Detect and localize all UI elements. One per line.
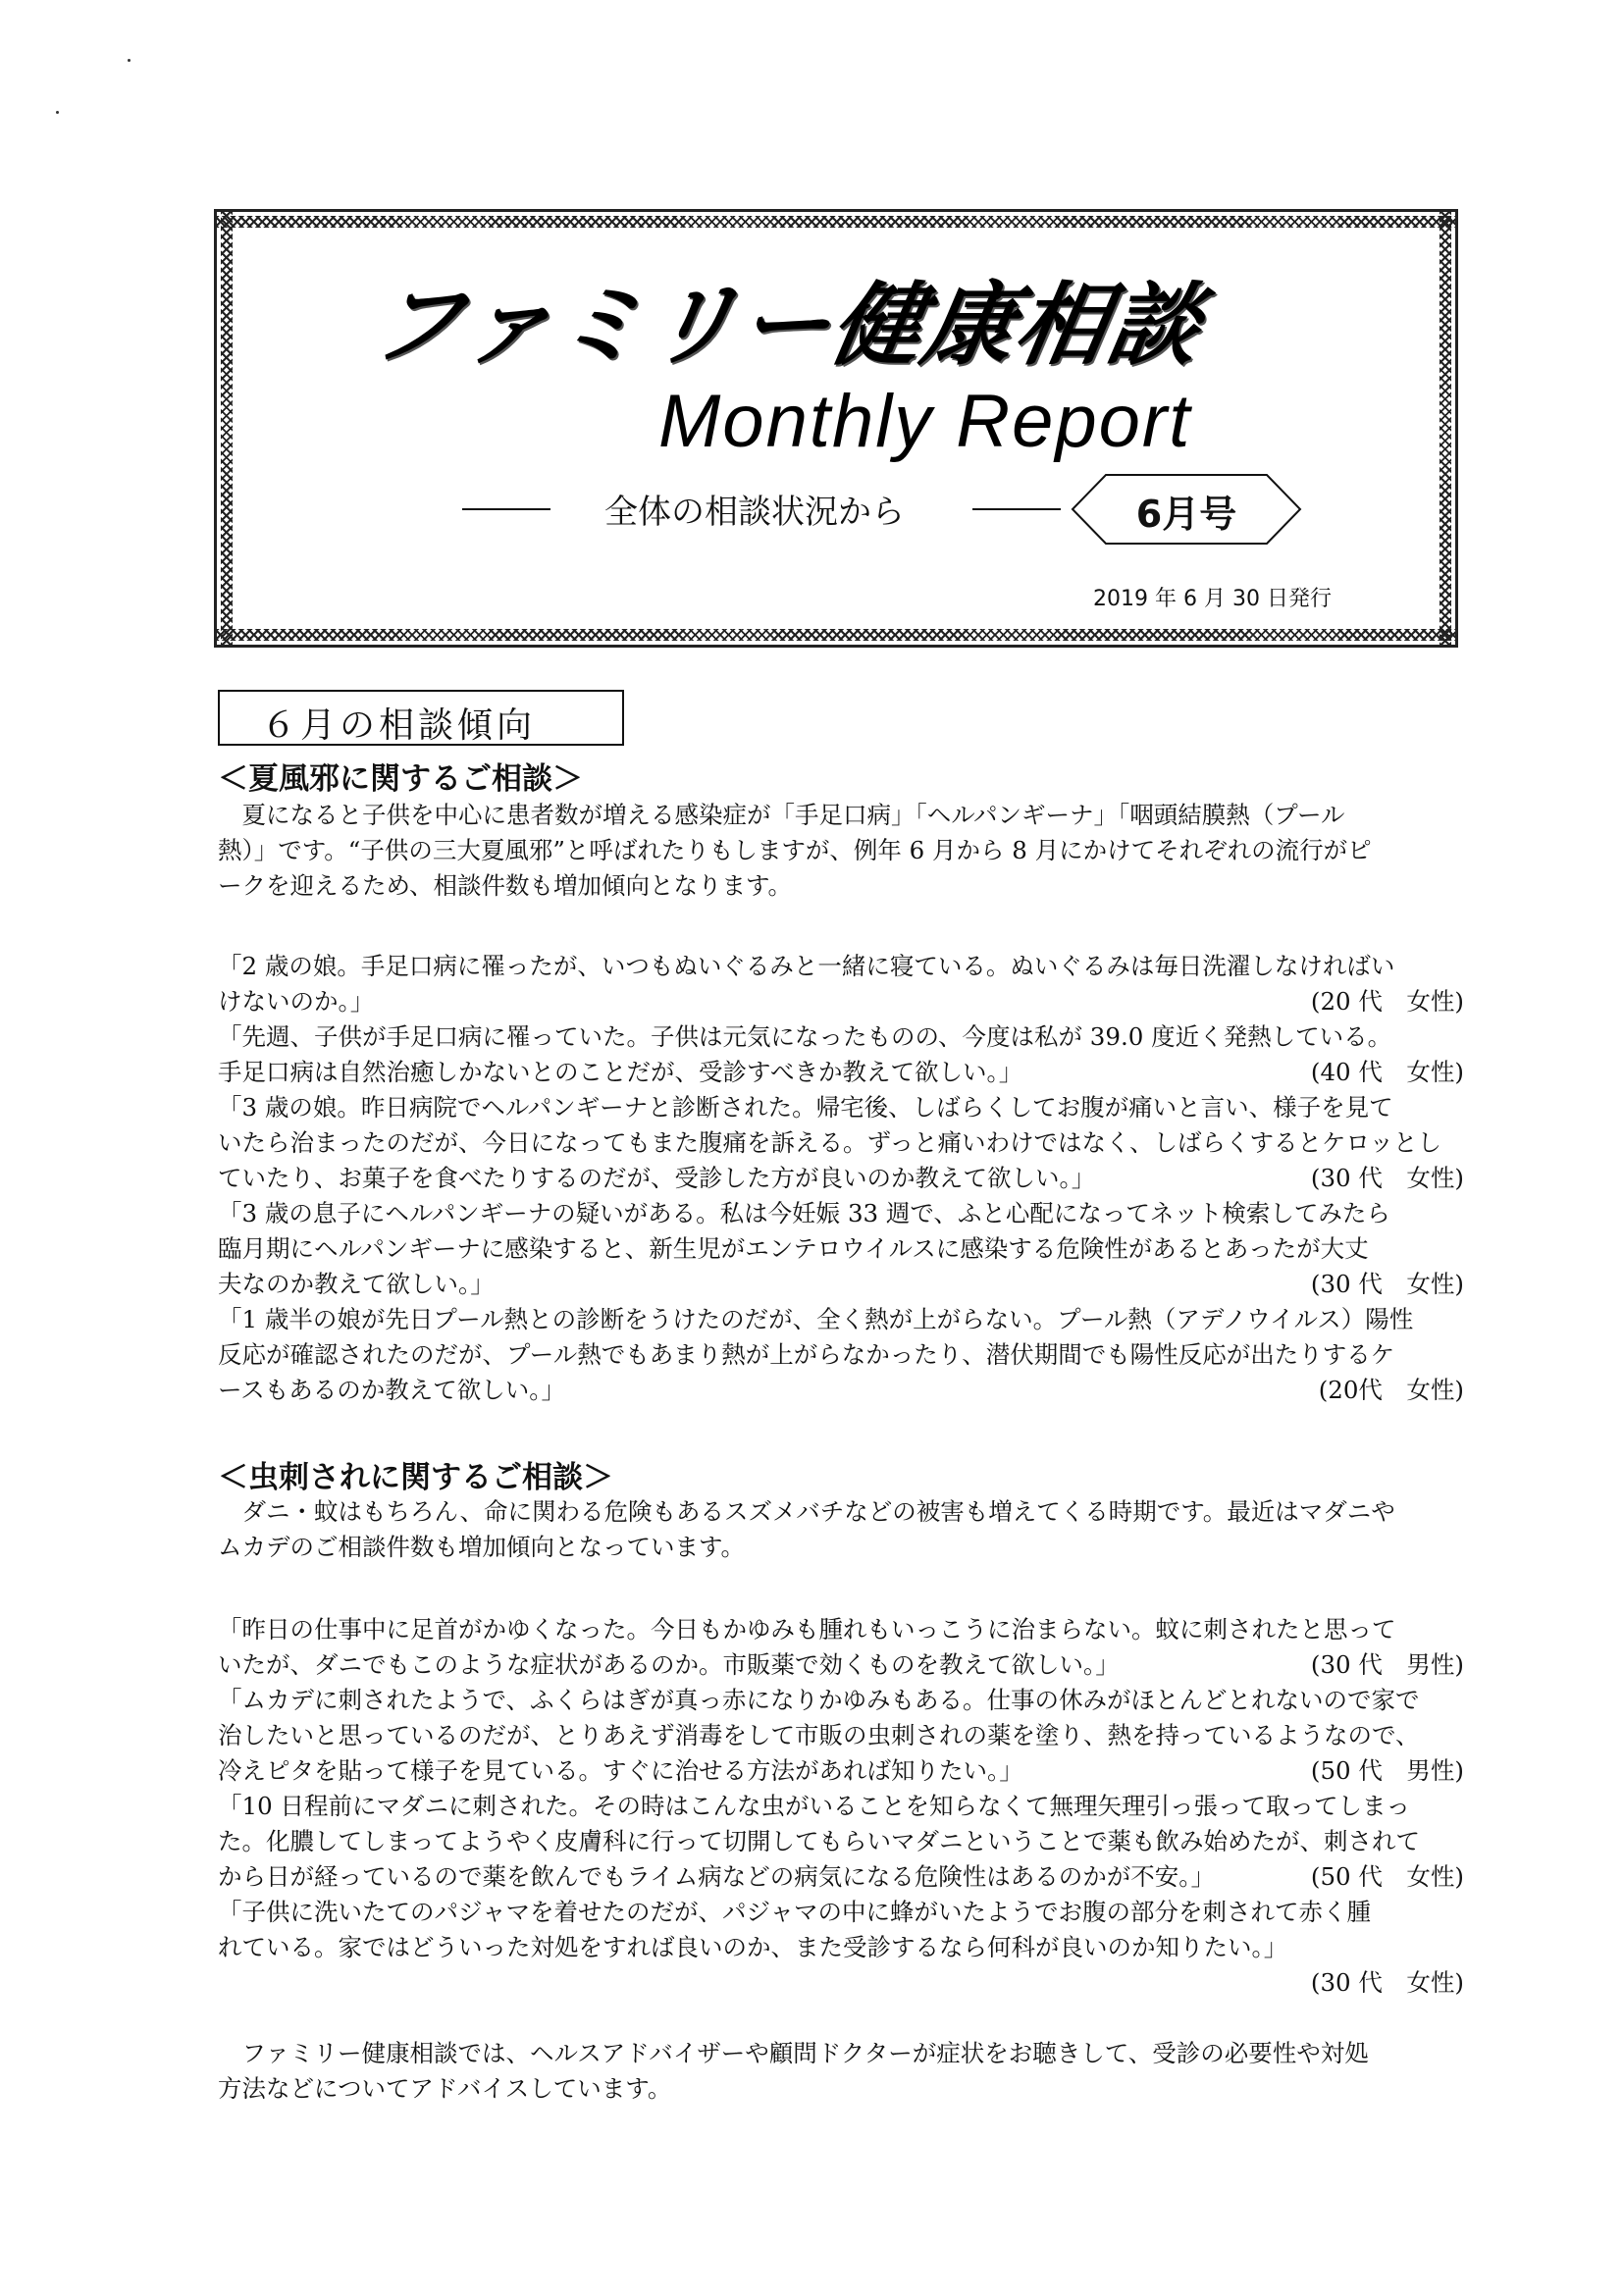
summer-cold-intro bbox=[218, 798, 1464, 904]
case-line: 「1 歳半の娘が先日プール熱との診断をうけたのだが、全く熱が上がらない。プール熱（アデノウイルス）陽性 bbox=[218, 1305, 1414, 1333]
case-line: 反応が確認されたのだが、プール熱でもあまり熱が上がらなかったり、潜伏期間でも陽性反応が出たりするケ bbox=[218, 1340, 1395, 1369]
scan-speck bbox=[56, 111, 59, 114]
case-item bbox=[218, 1789, 1464, 1895]
intro-line: ダニ・蚊はもちろん、命に関わる危険もあるスズメバチなどの被害も増えてくる時期です。最近はマダニや bbox=[241, 1497, 1395, 1526]
insect-bites-cases bbox=[218, 1612, 1464, 2001]
case-line: 「2 歳の娘。手足口病に罹ったが、いつもぬいぐるみと一緒に寝ている。ぬいぐるみは毎日洗濯しなければい bbox=[218, 952, 1395, 980]
case-demographic: (30 代 女性) bbox=[1310, 1270, 1464, 1298]
intro-line: 夏になると子供を中心に患者数が増える感染症が「手足口病」「ヘルパンギーナ」「咽頭結膜熱（プール bbox=[241, 801, 1345, 829]
case-demographic: (20 代 女性) bbox=[1310, 987, 1464, 1016]
case-line: いたら治まったのだが、今日になってもまた腹痛を訴える。ずっと痛いわけではなく、しばらくするとケロッとし bbox=[218, 1128, 1442, 1157]
case-line: 「ムカデに刺されたようで、ふくらはぎが真っ赤になりかゆみもある。仕事の休みがほとんどとれないので家で bbox=[218, 1686, 1420, 1714]
case-line-text: 夫なのか教えて欲しい。」 bbox=[218, 1270, 495, 1298]
case-line bbox=[218, 1161, 1464, 1196]
insect-bites-intro bbox=[218, 1494, 1464, 1565]
dash-line bbox=[462, 508, 550, 510]
zigzag-border bbox=[1440, 212, 1451, 645]
case-line-text: 冷えピタを貼って様子を見ている。すぐに治せる方法があれば知りたい。」 bbox=[218, 1756, 1023, 1785]
case-demographic: (20代 女性) bbox=[1318, 1376, 1464, 1404]
case-line: た。化膿してしまってようやく皮膚科に行って切開してもらいマダニということで薬も飲み始めたが、刺されて bbox=[218, 1827, 1420, 1855]
issue-label: 6月号 bbox=[1135, 493, 1237, 536]
case-line-text: いたが、ダニでもこのような症状があるのか。市販薬で効くものを教えて欲しい。」 bbox=[218, 1650, 1120, 1679]
section-title: ６月の相談傾向 bbox=[261, 705, 537, 746]
case-line-text: けないのか。」 bbox=[218, 987, 375, 1016]
case-item bbox=[218, 1612, 1464, 1683]
case-demographic: (30 代 女性) bbox=[1310, 1164, 1464, 1192]
report-header bbox=[214, 209, 1458, 648]
issue-badge bbox=[1071, 472, 1302, 547]
closing-line: ファミリー健康相談では、ヘルスアドバイザーや顧問ドクターが症状をお聴きして、受診の必要性や対処 bbox=[241, 2039, 1369, 2067]
case-line bbox=[218, 1267, 1464, 1302]
case-line-text: から日が経っているので薬を飲んでもライム病などの病気になる危険性はあるのかが不安。」 bbox=[218, 1862, 1216, 1891]
intro-line: 熱）」です。“子供の三大夏風邪”と呼ばれたりもしますが、例年 6 月から 8 月にかけてそれぞれの流行がピ bbox=[218, 836, 1372, 864]
case-item bbox=[218, 949, 1464, 1019]
summer-cold-heading: ＜夏風邪に関するご相談＞ bbox=[218, 761, 583, 797]
case-line bbox=[218, 1055, 1464, 1090]
case-line: 「先週、子供が手足口病に罹っていた。子供は元気になったものの、今度は私が 39.0 度近く発熱している。 bbox=[218, 1022, 1392, 1051]
case-line bbox=[218, 1859, 1464, 1895]
case-line-text: 手足口病は自然治癒しかないとのことだが、受診すべきか教えて欲しい。」 bbox=[218, 1058, 1023, 1086]
summer-cold-cases bbox=[218, 949, 1464, 1408]
case-item bbox=[218, 1090, 1464, 1196]
case-item bbox=[218, 1019, 1464, 1090]
case-line bbox=[218, 1753, 1464, 1789]
case-item bbox=[218, 1196, 1464, 1302]
case-demographic: (30 代 男性) bbox=[1310, 1650, 1464, 1679]
case-demographic: (50 代 女性) bbox=[1310, 1862, 1464, 1891]
zigzag-border bbox=[221, 212, 233, 645]
case-line: 治したいと思っているのだが、とりあえず消毒をして市販の虫刺されの薬を塗り、熱を持っているようなので、 bbox=[218, 1721, 1420, 1749]
case-item bbox=[218, 1302, 1464, 1408]
case-line: 「子供に洗いたてのパジャマを着せたのだが、パジャマの中に蜂がいたようでお腹の部分を刺されて赤く腫 bbox=[218, 1898, 1372, 1926]
closing-line: 方法などについてアドバイスしています。 bbox=[218, 2074, 672, 2103]
case-line: 「3 歳の息子にヘルパンギーナの疑いがある。私は今妊娠 33 週で、ふと心配になってネット検索してみたら bbox=[218, 1199, 1390, 1227]
case-line bbox=[218, 1647, 1464, 1683]
dash-line bbox=[972, 508, 1061, 510]
case-line-text: ースもあるのか教えて欲しい。」 bbox=[218, 1376, 566, 1404]
report-subtitle: Monthly Report bbox=[658, 380, 1192, 463]
zigzag-border bbox=[217, 216, 1455, 228]
case-line: 「10 日程前にマダニに刺された。その時はこんな虫がいることを知らなくて無理矢理引っ張って取ってしまっ bbox=[218, 1792, 1410, 1820]
case-line bbox=[218, 1965, 1464, 2001]
case-demographic: (50 代 男性) bbox=[1310, 1756, 1464, 1785]
intro-line: ークを迎えるため、相談件数も増加傾向となります。 bbox=[218, 871, 793, 900]
scan-speck bbox=[128, 59, 131, 62]
case-demographic: (30 代 女性) bbox=[1310, 1968, 1464, 1997]
case-line: 臨月期にヘルパンギーナに感染すると、新生児がエンテロウイルスに感染する危険性があるとあったが大丈 bbox=[218, 1234, 1369, 1263]
case-line: 「3 歳の娘。昨日病院でヘルパンギーナと診断された。帰宅後、しばらくしてお腹が痛いと言い、様子を見て bbox=[218, 1093, 1393, 1122]
report-title: ファミリー健康相談 bbox=[363, 273, 1211, 378]
zigzag-border bbox=[217, 629, 1455, 641]
issue-date: 2019 年 6 月 30 日発行 bbox=[1093, 587, 1332, 611]
intro-line: ムカデのご相談件数も増加傾向となっています。 bbox=[218, 1533, 746, 1561]
case-line-text: ていたり、お菓子を食べたりするのだが、受診した方が良いのか教えて欲しい。」 bbox=[218, 1164, 1096, 1192]
case-item bbox=[218, 1895, 1464, 2001]
case-line bbox=[218, 1373, 1464, 1408]
case-line bbox=[218, 984, 1464, 1019]
tagline: 全体の相談状況から bbox=[604, 493, 905, 532]
closing-paragraph bbox=[218, 2036, 1464, 2107]
case-item bbox=[218, 1683, 1464, 1789]
insect-bites-heading: ＜虫刺されに関するご相談＞ bbox=[218, 1460, 613, 1495]
case-line: れている。家ではどういった対処をすれば良いのか、また受診するなら何科が良いのか知りたい。」 bbox=[218, 1933, 1288, 1961]
case-line: 「昨日の仕事中に足首がかゆくなった。今日もかゆみも腫れもいっこうに治まらない。蚊に刺されたと思って bbox=[218, 1615, 1396, 1644]
case-demographic: (40 代 女性) bbox=[1310, 1058, 1464, 1086]
section-heading-box bbox=[218, 690, 624, 746]
